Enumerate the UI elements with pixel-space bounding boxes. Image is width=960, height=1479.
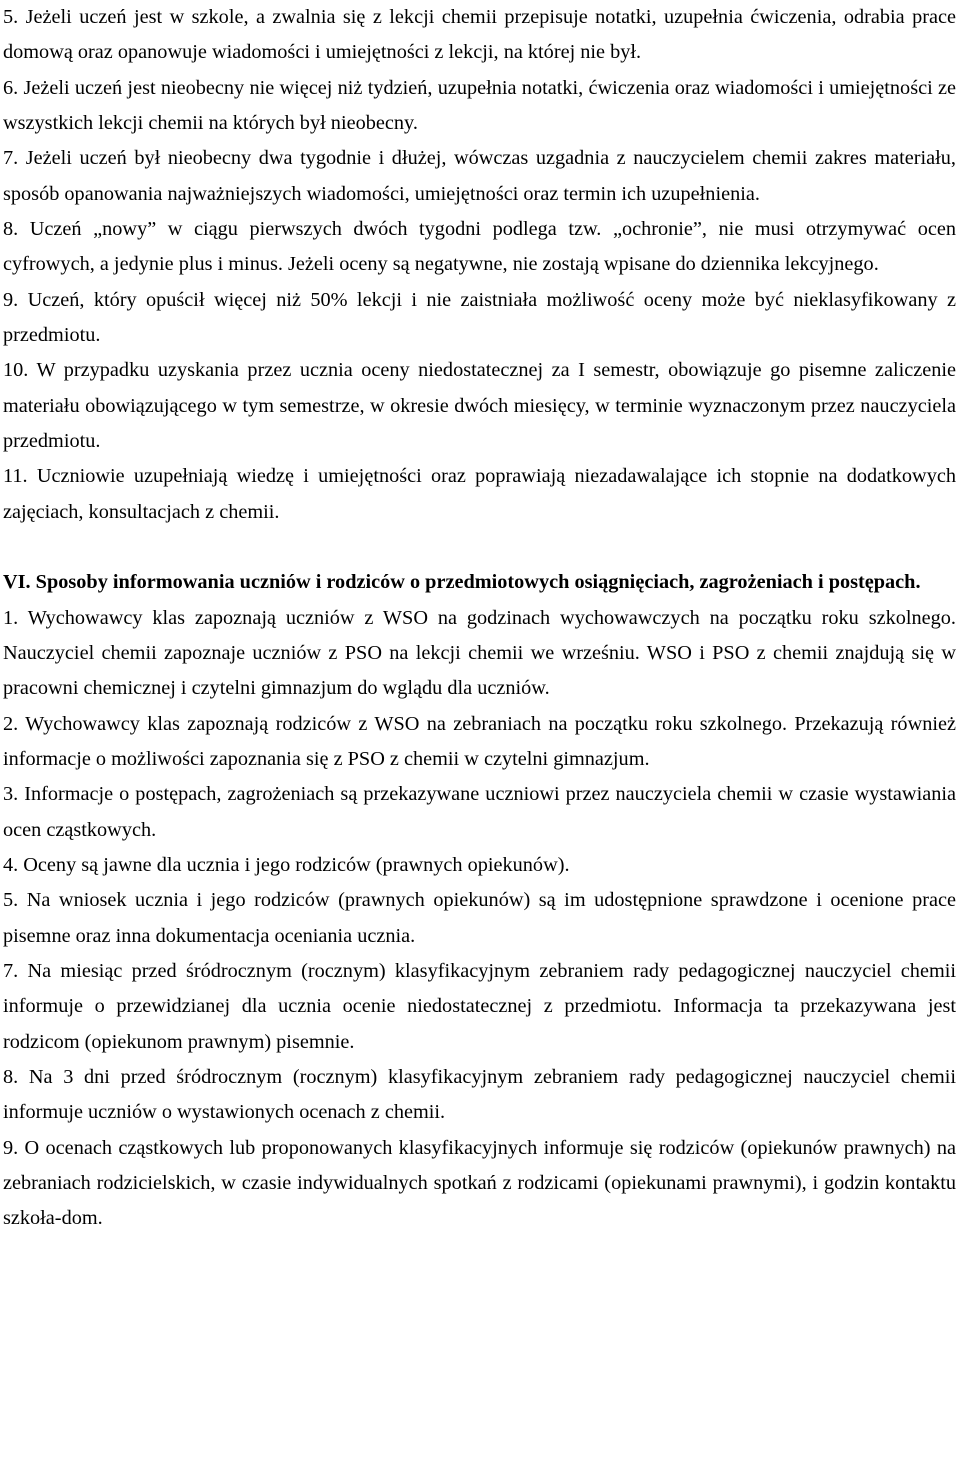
list-item-9: 9. Uczeń, który opuścił więcej niż 50% lekcji i nie zaistniała możliwość oceny może być nieklasyfikowany z przedmiotu. [3,288,956,347]
list-item-2: 2. Wychowawcy klas zapoznają rodziców z WSO na zebraniach na początku roku szkolnego. Przekazują również informacje o możliwości zapoznania się z PSO z chemii w czytelni gimnazjum. [3,712,956,770]
list-item-1: 1. Wychowawcy klas zapoznają uczniów z WSO na godzinach wychowawczych na początku roku szkolnego. Nauczyciel chemii zapoznaje uczniów z PSO na lekcji chemii we wrześniu. WSO i PSO z chemii znajdują się w pracowni chemicznej i czytelni gimnazjum do wglądu dla uczniów. [3,606,956,700]
list-item-4: 4. Oceny są jawne dla ucznia i jego rodziców (prawnych opiekunów). [3,853,570,876]
section-spacer [3,530,956,565]
list-item-11: 11. Uczniowie uzupełniają wiedzę i umiejętności oraz poprawiają niezadawalające ich stopnie na dodatkowych zajęciach, konsultacjach z chemii. [3,465,956,523]
list-item-7b: 7. Na miesiąc przed śródrocznym (rocznym) klasyfikacyjnym zebraniem rady pedagogicznej nauczyciel chemii informuje o przewidzianej dla ucznia ocenie niedostatecznej z przedmiotu. Informacja ta przekazywana jest rodzicom (opiekunom prawnym) pisemnie. [3,959,956,1053]
list-item-9b: 9. O ocenach cząstkowych lub proponowanych klasyfikacyjnych informuje się rodziców (opiekunów prawnych) na zebraniach rodzicielskich, w czasie indywidualnych spotkań z rodzicami (opiekunami prawnymi), i godzin kontaktu szkoła-dom. [3,1136,956,1230]
list-item-8b: 8. Na 3 dni przed śródrocznym (rocznym) klasyfikacyjnym zebraniem rady pedagogicznej nauczyciel chemii informuje uczniów o wystawionych ocenach z chemii. [3,1065,956,1124]
section-heading: VI. Sposoby informowania uczniów i rodziców o przedmiotowych osiągnięciach, zagrożeniach i postępach. [3,571,921,594]
list-item-8: 8. Uczeń „nowy” w ciągu pierwszych dwóch tygodni podlega tzw. „ochronie”, nie musi otrzymywać ocen cyfrowych, a jedynie plus i minus. Jeżeli oceny są negatywne, nie zostają wpisane do dziennika lekcyjnego. [3,218,956,276]
list-item-3: 3. Informacje o postępach, zagrożeniach są przekazywane uczniowi przez nauczyciela chemii w czasie wystawiania ocen cząstkowych. [3,783,956,841]
list-item-10: 10. W przypadku uzyskania przez ucznia oceny niedostatecznej za I semestr, obowiązuje go pisemne zaliczenie materiału obowiązującego w tym semestrze, w okresie dwóch miesięcy, w terminie wyznaczonym przez nauczyciela przedmiotu. [3,359,956,453]
list-item-7: 7. Jeżeli uczeń był nieobecny dwa tygodnie i dłużej, wówczas uzgadnia z nauczycielem chemii zakres materiału, sposób opanowania najważniejszych wiadomości, umiejętności oraz termin ich uzupełnienia. [3,147,956,205]
list-item-5: 5. Jeżeli uczeń jest w szkole, a zwalnia się z lekcji chemii przepisuje notatki, uzupełnia ćwiczenia, odrabia prace domową oraz opanowuje wiadomości i umiejętności z lekcji, na której nie był. [3,6,956,64]
list-item-5b: 5. Na wniosek ucznia i jego rodziców (prawnych opiekunów) są im udostępnione sprawdzone i ocenione prace pisemne oraz inna dokumentacja oceniania ucznia. [3,889,956,947]
list-item-6: 6. Jeżeli uczeń jest nieobecny nie więcej niż tydzień, uzupełnia notatki, ćwiczenia oraz wiadomości i umiejętności ze wszystkich lekcji chemii na których był nieobecny. [3,76,956,135]
